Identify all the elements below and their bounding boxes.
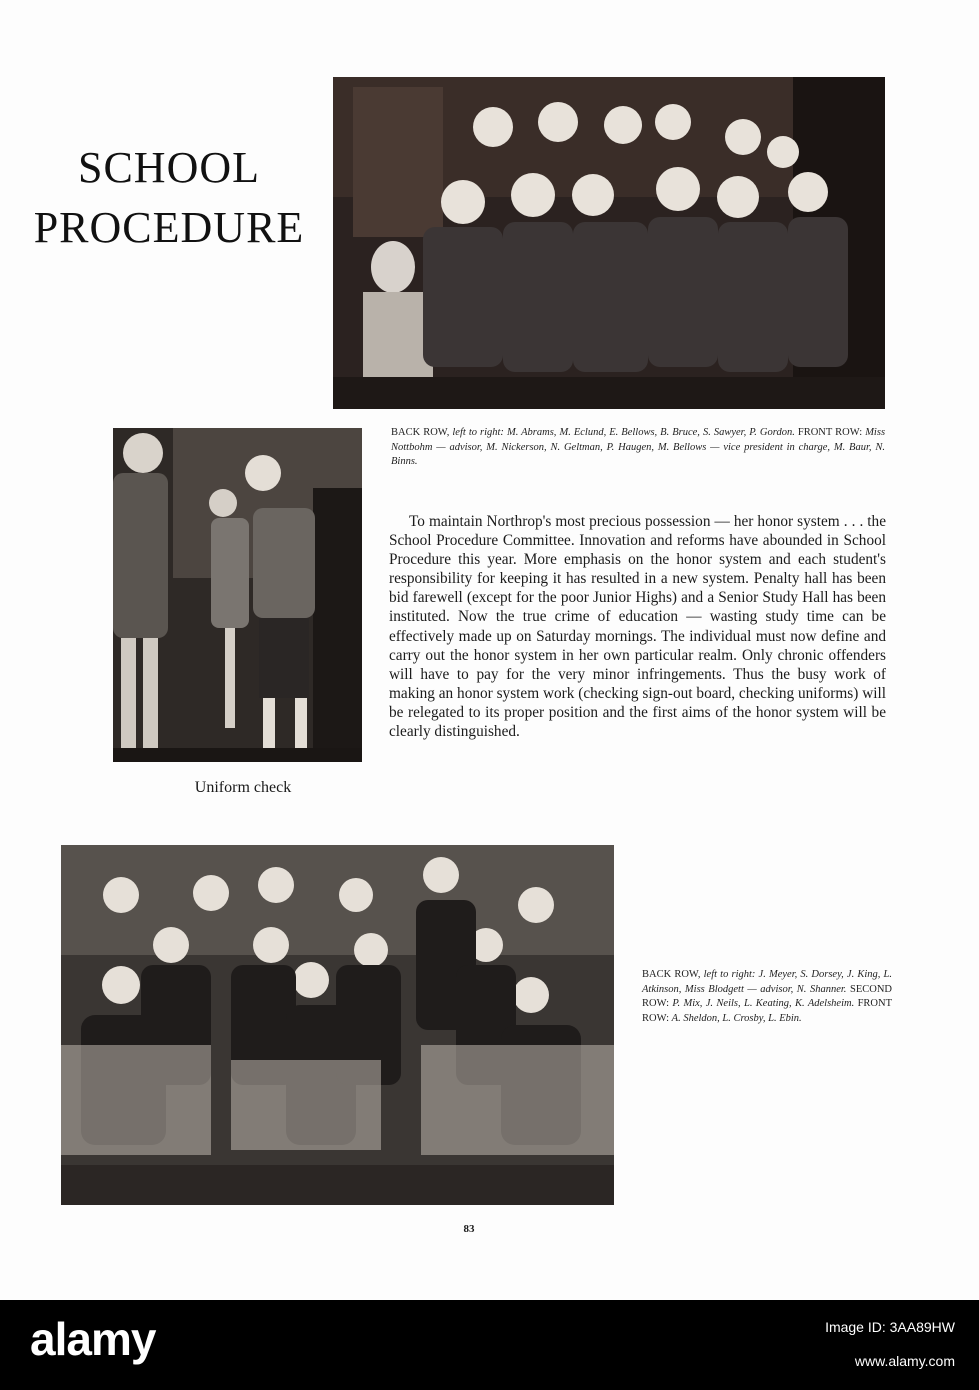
article-body: To maintain Northrop's most precious possession — her honor system . . . the School Procedure Committee. Innovation and reforms have abounded in School Procedure this year. More emphasis on the honor system and each student's responsibility for keeping it has resulted in a new system. Penalty hall has been bid farewell (except for the poor Junior Highs) and a Senior Study Hall has been instituted. Now the true crime of education — wasting study time can be effectively made up on Saturday mornings. The individual must now define and carry out the honor system in her own particular realm. Only chronic offenders will have to pay for the very minor infringements. Thus the busy work of making an honor system work (checking sign-out board, checking uniforms) will be relegated to its proper position and the first aims of the honor system will be clearly distinguished. xyxy=(389,513,886,741)
second-group-caption xyxy=(642,968,892,1026)
caption-back-row-names: left to right: M. Abrams, M. Eclund, E. Bellows, B. Bruce, S. Sawyer, P. Gordon. xyxy=(452,427,795,438)
page-title xyxy=(14,138,324,258)
caption-front-row-label: FRONT ROW: xyxy=(642,998,893,1024)
caption-front-row-names: A. Sheldon, L. Crosby, L. Ebin. xyxy=(671,1012,802,1024)
caption-second-row-names: P. Mix, J. Neils, L. Keating, K. Adelsheim. xyxy=(672,998,855,1009)
site-url-label: www.alamy.com xyxy=(854,1353,955,1369)
title-line-1: SCHOOL xyxy=(77,143,261,192)
title-line-2: PROCEDURE xyxy=(33,203,305,252)
page-number: 83 xyxy=(463,1223,475,1235)
second-group-photo xyxy=(61,845,614,1205)
caption-second-row-label: SECOND ROW: xyxy=(642,983,892,1009)
image-id-label: Image ID: 3AA89HW xyxy=(825,1319,955,1335)
caption-front-row-names: Miss Nottbohm — advisor, M. Nickerson, N. Geltman, P. Haugen, M. Bellows — vice president in charge, M. Baur, N. Binns. xyxy=(391,427,886,467)
caption-back-row-names: left to right: J. Meyer, S. Dorsey, J. King, L. Atkinson, Miss Blodgett — advisor, N. Shanner. xyxy=(642,969,892,995)
committee-group-photo xyxy=(333,77,885,409)
alamy-logo: alamy xyxy=(30,1313,156,1365)
uniform-check-photo xyxy=(113,428,362,762)
caption-front-row-label: FRONT ROW: xyxy=(797,427,863,438)
caption-back-row-label: BACK ROW, xyxy=(642,969,701,980)
caption-back-row-label: BACK ROW, xyxy=(391,427,450,438)
uniform-check-caption: Uniform check xyxy=(194,779,292,796)
committee-photo-caption xyxy=(391,426,885,470)
